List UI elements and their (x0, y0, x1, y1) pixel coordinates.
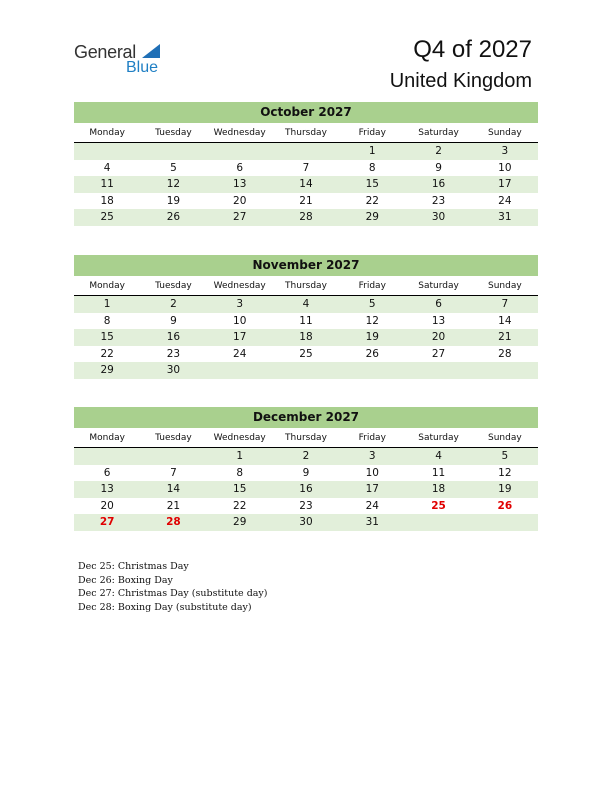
day-cell: 14 (498, 314, 512, 327)
day-cell: 9 (435, 161, 442, 174)
day-cell (74, 143, 140, 160)
weekday-label: Monday (89, 128, 125, 138)
day-cell: 6 (435, 298, 442, 310)
day-cell: 25 (100, 211, 114, 223)
day-cell: 20 (233, 194, 247, 207)
weekday-label: Saturday (418, 128, 459, 138)
day-cell: 4 (103, 161, 111, 174)
day-cell: 1 (236, 450, 244, 462)
day-cell: 21 (299, 194, 313, 207)
day-cell: 6 (236, 161, 244, 174)
day-cell: 30 (299, 516, 313, 528)
weekday-label: Tuesday (155, 433, 192, 443)
day-cell: 3 (236, 298, 244, 310)
day-cell: 2 (170, 298, 177, 310)
day-cell: 15 (365, 178, 379, 190)
day-cell: 31 (365, 516, 379, 528)
day-cell: 7 (302, 161, 310, 174)
day-cell: 26 (365, 347, 379, 360)
day-cell: 16 (299, 483, 313, 495)
week-row (74, 498, 538, 515)
month-calendar (74, 407, 538, 531)
week-row (74, 481, 538, 498)
day-cell: 10 (498, 161, 512, 174)
weekday-header-row (74, 126, 538, 143)
generalblue-logo (74, 42, 159, 76)
weekday-label: Friday (358, 281, 386, 291)
month-calendar (74, 255, 538, 379)
weekday-label: Sunday (487, 128, 522, 138)
day-cell: 22 (365, 194, 379, 207)
day-cell: 5 (501, 450, 509, 462)
day-cell: 8 (103, 314, 111, 327)
day-cell (273, 362, 339, 379)
weekday-label: Saturday (418, 281, 459, 291)
holiday-notes (78, 560, 268, 614)
logo-triangle-icon (142, 44, 160, 58)
weekday-header-row (74, 279, 538, 296)
weekday-label: Saturday (418, 433, 459, 443)
day-cell (339, 362, 405, 379)
day-cell: 11 (431, 466, 446, 479)
quarter-title: Q4 of 2027 (413, 36, 532, 63)
day-cell (74, 448, 140, 465)
week-row (74, 514, 538, 531)
week-row (74, 296, 538, 313)
day-cell: 18 (431, 483, 446, 495)
day-cell: 27 (431, 347, 446, 360)
day-cell (273, 143, 339, 160)
day-cell: 8 (368, 161, 376, 174)
weekday-label: Thursday (285, 128, 327, 138)
day-cell: 3 (501, 145, 509, 157)
day-cell: 7 (170, 466, 177, 479)
day-cell: 5 (170, 161, 177, 174)
weekday-label: Monday (89, 433, 125, 443)
week-row (74, 362, 538, 379)
day-cell: 28 (166, 516, 181, 528)
holiday-note: Dec 28: Boxing Day (substitute day) (78, 601, 252, 613)
day-cell: 4 (302, 298, 310, 310)
day-cell: 24 (233, 347, 247, 360)
week-row (74, 193, 538, 210)
weekday-label: Wednesday (213, 281, 266, 291)
day-cell: 29 (233, 516, 247, 528)
weekday-label: Tuesday (155, 128, 192, 138)
week-row (74, 176, 538, 193)
day-cell: 1 (103, 298, 111, 310)
day-cell: 10 (233, 314, 247, 327)
day-cell: 26 (166, 211, 181, 223)
day-cell: 9 (170, 314, 177, 327)
day-cell: 19 (166, 194, 181, 207)
day-cell: 4 (435, 450, 442, 462)
week-row (74, 160, 538, 177)
day-cell: 18 (299, 331, 313, 343)
day-cell (405, 514, 471, 531)
weekday-label: Friday (358, 433, 386, 443)
holiday-note: Dec 26: Boxing Day (78, 574, 173, 586)
day-cell: 27 (233, 211, 247, 223)
day-cell: 20 (100, 499, 114, 512)
day-cell: 9 (302, 466, 310, 479)
weekday-label: Wednesday (213, 433, 266, 443)
week-row (74, 346, 538, 363)
day-cell: 17 (498, 178, 512, 190)
weekday-label: Sunday (487, 433, 522, 443)
day-cell: 14 (299, 178, 313, 190)
day-cell: 23 (299, 499, 313, 512)
day-cell: 30 (166, 364, 181, 376)
day-cell: 21 (498, 331, 512, 343)
week-row (74, 313, 538, 330)
day-cell: 28 (299, 211, 313, 223)
weekday-label: Wednesday (213, 128, 266, 138)
day-cell: 12 (498, 466, 512, 479)
day-cell: 22 (100, 347, 114, 360)
month-calendar (74, 102, 538, 226)
day-cell: 30 (431, 211, 446, 223)
day-cell: 12 (166, 178, 181, 190)
day-cell: 18 (100, 194, 114, 207)
day-cell: 19 (365, 331, 379, 343)
day-cell (405, 362, 471, 379)
week-row (74, 209, 538, 226)
day-cell: 24 (498, 194, 512, 207)
day-cell: 11 (100, 178, 114, 190)
day-cell: 31 (498, 211, 512, 223)
day-cell: 1 (368, 145, 376, 157)
week-row (74, 329, 538, 346)
day-cell: 15 (233, 483, 247, 495)
day-cell: 5 (368, 298, 376, 310)
day-cell: 12 (365, 314, 379, 327)
day-cell: 14 (166, 483, 181, 495)
day-cell: 16 (431, 178, 446, 190)
day-cell (207, 362, 273, 379)
logo-blue-text: Blue (126, 59, 159, 76)
day-cell: 20 (431, 331, 446, 343)
month-title: October 2027 (74, 102, 538, 123)
day-cell: 10 (365, 466, 379, 479)
day-cell (140, 448, 206, 465)
month-title: November 2027 (74, 255, 538, 276)
day-cell: 24 (365, 499, 379, 512)
logo-general-text: General (74, 42, 136, 62)
day-cell: 11 (299, 314, 313, 327)
weekday-label: Thursday (285, 433, 327, 443)
day-cell: 13 (233, 178, 247, 190)
day-cell: 23 (166, 347, 181, 360)
week-row (74, 465, 538, 482)
day-cell: 13 (431, 314, 446, 327)
day-cell: 17 (233, 331, 247, 343)
day-cell: 3 (368, 450, 376, 462)
day-cell: 13 (100, 483, 114, 495)
holiday-note: Dec 25: Christmas Day (78, 561, 189, 572)
day-cell (472, 362, 538, 379)
day-cell: 26 (497, 499, 513, 512)
day-cell: 25 (299, 347, 313, 360)
month-title: December 2027 (74, 407, 538, 428)
day-cell: 19 (498, 483, 512, 495)
day-cell: 2 (435, 145, 442, 157)
day-cell: 25 (431, 499, 446, 512)
day-cell: 29 (365, 211, 379, 223)
day-cell: 6 (103, 466, 111, 479)
day-cell (472, 514, 538, 531)
day-cell (140, 143, 206, 160)
day-cell: 27 (99, 516, 115, 528)
country-title: United Kingdom (389, 70, 532, 92)
day-cell: 15 (100, 331, 114, 343)
day-cell: 22 (233, 499, 247, 512)
weekday-header-row (74, 431, 538, 448)
day-cell: 29 (100, 364, 114, 376)
week-row (74, 143, 538, 160)
day-cell (207, 143, 273, 160)
weekday-label: Tuesday (155, 281, 192, 291)
week-row (74, 448, 538, 465)
weekday-label: Monday (89, 281, 125, 291)
day-cell: 23 (431, 194, 446, 207)
day-cell: 21 (166, 499, 181, 512)
weekday-label: Friday (358, 128, 386, 138)
day-cell: 7 (501, 298, 509, 310)
day-cell: 8 (236, 466, 244, 479)
day-cell: 17 (365, 483, 379, 495)
weekday-label: Thursday (285, 281, 327, 291)
day-cell: 28 (498, 347, 512, 360)
day-cell: 16 (166, 331, 181, 343)
weekday-label: Sunday (487, 281, 522, 291)
holiday-note: Dec 27: Christmas Day (substitute day) (78, 588, 268, 599)
day-cell: 2 (302, 450, 310, 462)
